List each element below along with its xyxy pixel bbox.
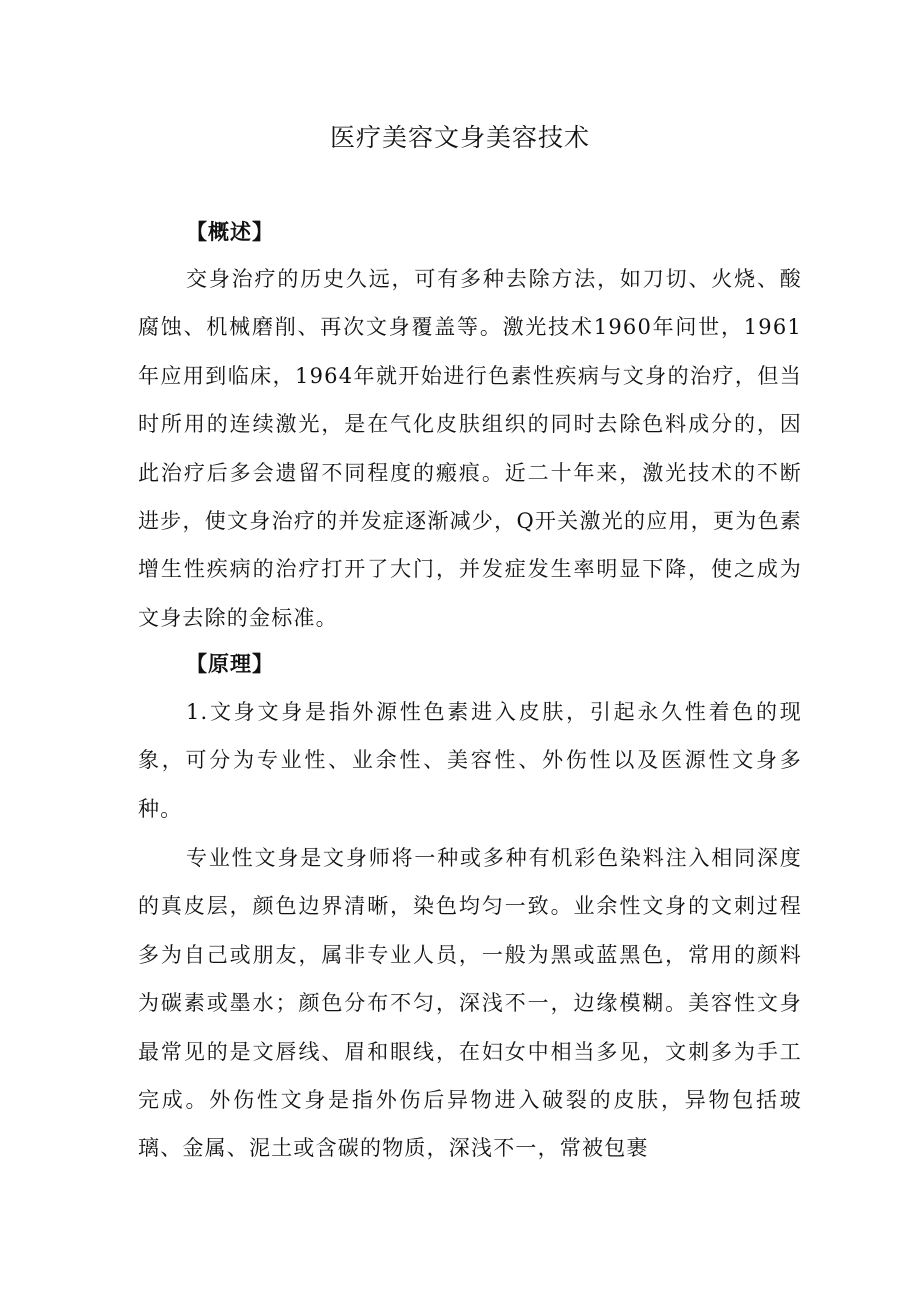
section-heading-overview: 【概述】 (186, 219, 274, 244)
paragraph-overview: 交身治疗的历史久远，可有多种去除方法，如刀切、火烧、酸腐蚀、机械磨削、再次文身覆盖等。激光技术1960年问世，1961年应用到临床，1964年就开始进行色素性疾病与文身的治疗，但当时所用的连续激光，是在气化皮肤组织的同时去除色料成分的，因此治疗后多会遗留不同程度的瘢痕。近二十年来，激光技术的不断进步，使文身治疗的并发症逐渐减少，Q开关激光的应用，更为色素增生性疾病的治疗打开了大门，并发症发生率明显下降，使之成为文身去除的金标准。 (138, 267, 802, 630)
document-title: 医疗美容文身美容技术 (329, 123, 590, 152)
paragraph-tattoo-definition: 1.文身文身是指外源性色素进入皮肤，引起永久性着色的现象，可分为专业性、业余性、美容性、外伤性以及医源性文身多种。 (138, 700, 802, 821)
section-heading-principle: 【原理】 (186, 651, 274, 676)
paragraph-tattoo-types: 专业性文身是文身师将一种或多种有机彩色染料注入相同深度的真皮层，颜色边界清晰，染色均匀一致。业余性文身的文刺过程多为自己或朋友，属非专业人员，一般为黑或蓝黑色，常用的颜料为碳素或墨水；颜色分布不匀，深浅不一，边缘模糊。美容性文身最常见的是文唇线、眉和眼线，在妇女中相当多见，文刺多为手工完成。外伤性文身是指外伤后异物进入破裂的皮肤，异物包括玻璃、金属、泥土或含碳的物质，深浅不一，常被包裹 (138, 846, 802, 1161)
